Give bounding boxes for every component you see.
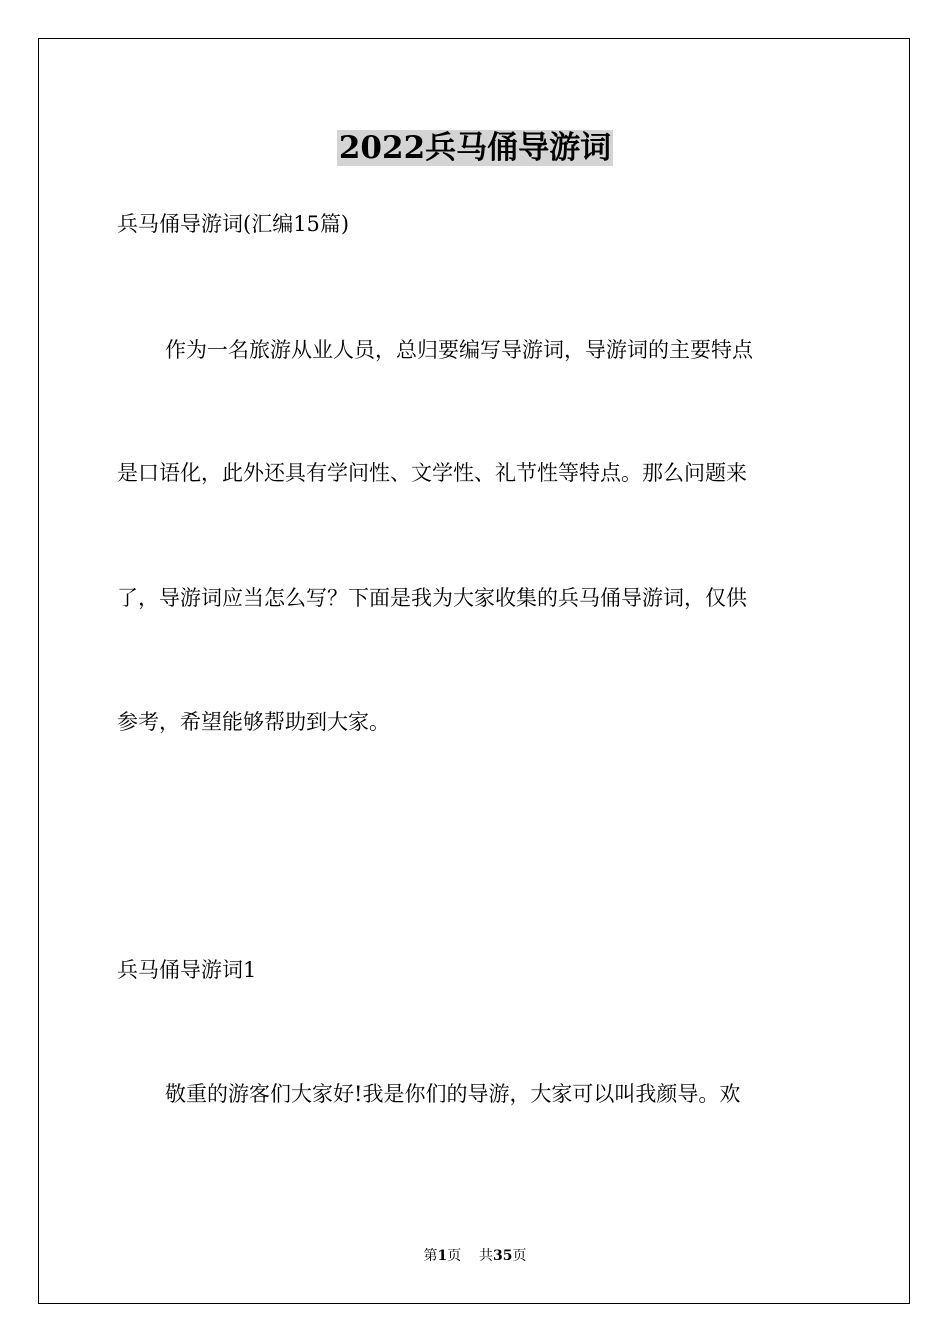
footer-total-suffix: 页 (512, 1248, 527, 1264)
footer-total-pages: 35 (493, 1248, 513, 1264)
section-paragraph-line: 敬重的游客们大家好!我是你们的导游，大家可以叫我颜导。欢 (165, 1082, 741, 1106)
document-title (0, 128, 950, 168)
footer-page-suffix: 页 (447, 1248, 462, 1264)
document-title-text: 2022兵马俑导游词 (338, 130, 612, 166)
paragraph-line-2: 是口语化，此外还具有学问性、文学性、礼节性等特点。那么问题来 (117, 461, 747, 485)
paragraph-line-4: 参考，希望能够帮助到大家。 (117, 710, 390, 734)
footer-page-number: 1 (437, 1248, 448, 1264)
paragraph-line-3: 了，导游词应当怎么写？下面是我为大家收集的兵马俑导游词，仅供 (117, 586, 747, 610)
document-subtitle: 兵马俑导游词(汇编15篇) (117, 212, 350, 236)
footer-page-prefix: 第 (423, 1248, 438, 1264)
page-footer (0, 1246, 950, 1266)
footer-total-prefix: 共 (479, 1248, 494, 1264)
section-heading: 兵马俑导游词1 (117, 958, 257, 982)
paragraph-line-1: 作为一名旅游从业人员，总归要编写导游词，导游词的主要特点 (165, 338, 753, 362)
